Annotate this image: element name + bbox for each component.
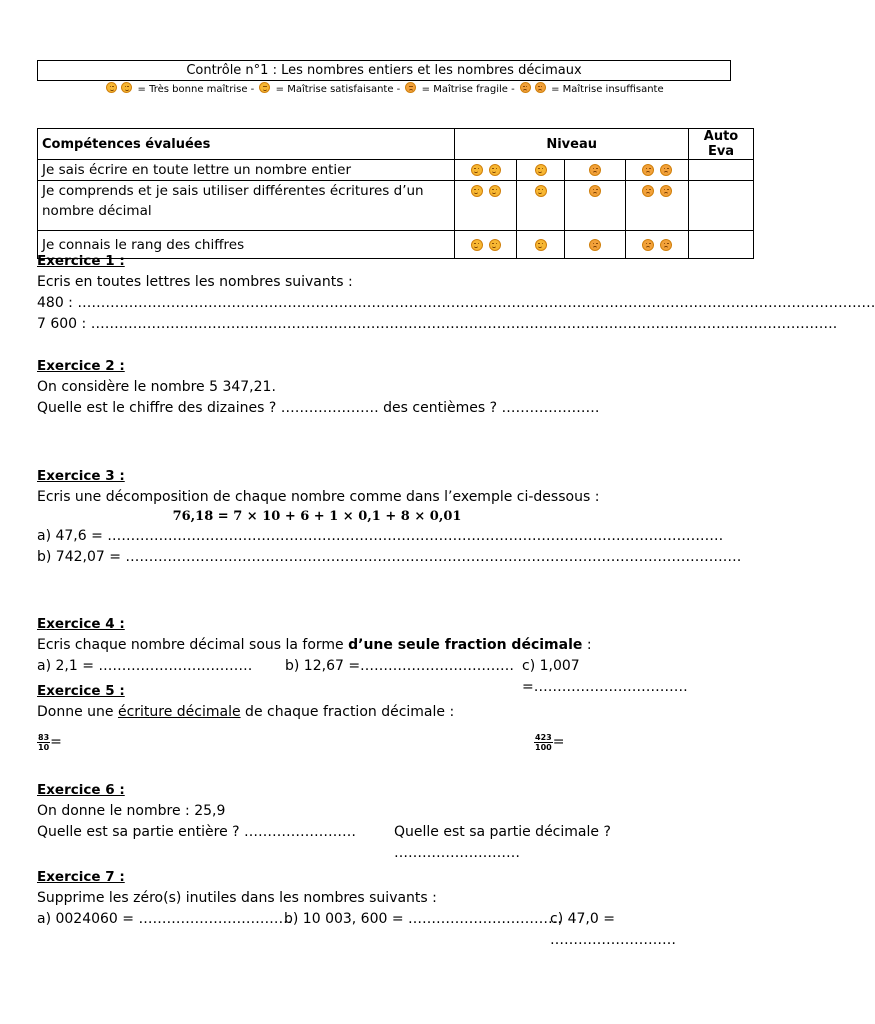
auto-eva-cell[interactable] xyxy=(689,160,754,181)
exercise-instruction: Ecris chaque nombre décimal sous la forme d’une seule fraction décimale : xyxy=(37,637,592,653)
exercise-instruction: Ecris une décomposition de chaque nombre comme dans l’exemple ci-dessous : xyxy=(37,489,600,505)
answer-c[interactable]: c) 47,0 = ……………………… xyxy=(550,911,676,948)
level-satisfying[interactable] xyxy=(517,160,565,181)
legend xyxy=(37,82,731,97)
exercise-question[interactable]: Quelle est le chiffre des dizaines ? ………………… des centièmes ? ………………… xyxy=(37,400,600,416)
sad-face-icon xyxy=(642,164,654,176)
exercise-title: Exercice 1 : xyxy=(37,253,125,269)
level-insufficient[interactable] xyxy=(626,181,689,231)
exercise-title: Exercice 2 : xyxy=(37,358,125,374)
happy-face-icon xyxy=(259,82,270,93)
sad-face-icon xyxy=(405,82,416,93)
exercise-instruction: Ecris en toutes lettres les nombres suivants : xyxy=(37,274,353,290)
sad-face-icon xyxy=(660,164,672,176)
header-competences: Compétences évaluées xyxy=(38,129,455,160)
exercise-statement: On donne le nombre : 25,9 xyxy=(37,803,226,819)
legend-very-good: = Très bonne maîtrise - xyxy=(137,84,255,95)
sad-face-icon xyxy=(589,185,601,197)
answer-b[interactable]: b) 10 003, 600 = …………………………… xyxy=(284,911,563,927)
legend-satisfying: = Maîtrise satisfaisante - xyxy=(275,84,401,95)
happy-face-icon xyxy=(489,239,501,251)
sad-face-icon xyxy=(520,82,531,93)
answer-a[interactable]: a) 0024060 = …………………………… xyxy=(37,911,293,927)
level-insufficient[interactable] xyxy=(626,160,689,181)
exercise-statement: On considère le nombre 5 347,21. xyxy=(37,379,276,395)
legend-fragile: = Maîtrise fragile - xyxy=(421,84,515,95)
competence-row-2: Je comprends et je sais utiliser différentes écritures d’un nombre décimal xyxy=(38,181,455,231)
sad-face-icon xyxy=(589,239,601,251)
exercise-3 xyxy=(37,466,742,568)
happy-face-icon xyxy=(106,82,117,93)
answer-c[interactable]: c) 1,007 =…………………………… xyxy=(522,658,688,695)
answer-line[interactable]: 7 600 : ……………………………………………………………………………………………………………………………………………. xyxy=(37,316,838,332)
exercise-5 xyxy=(37,681,737,762)
exercise-2 xyxy=(37,356,599,419)
competence-row-3: Je connais le rang des chiffres xyxy=(38,231,455,259)
answer-line[interactable]: 480 : ……………………………………………………………………………………………………………………………………………………… xyxy=(37,295,875,311)
sad-face-icon xyxy=(535,82,546,93)
happy-face-icon xyxy=(489,164,501,176)
answer-a[interactable]: a) 2,1 = …………………………… xyxy=(37,658,253,674)
happy-face-icon xyxy=(535,239,547,251)
sad-face-icon xyxy=(589,164,601,176)
happy-face-icon xyxy=(471,239,483,251)
sad-face-icon xyxy=(642,185,654,197)
auto-eva-cell[interactable] xyxy=(689,181,754,231)
happy-face-icon xyxy=(471,164,483,176)
legend-insufficient: = Maîtrise insuffisante xyxy=(551,84,664,95)
exercise-1 xyxy=(37,251,875,335)
level-fragile[interactable] xyxy=(565,160,626,181)
happy-face-icon xyxy=(489,185,501,197)
answer-b[interactable]: b) 12,67 =…………………………… xyxy=(285,658,515,674)
sad-face-icon xyxy=(642,239,654,251)
answer-line[interactable]: b) 742,07 = …………………………………………………………………………………………………………………… xyxy=(37,549,742,565)
page-title: Contrôle n°1 : Les nombres entiers et les nombres décimaux xyxy=(37,60,731,81)
level-satisfying[interactable] xyxy=(517,181,565,231)
header-auto-eva: Auto Eva xyxy=(689,129,754,160)
answer-line[interactable]: a) 47,6 = …………………………………………………………………………………………………………………… xyxy=(37,528,724,544)
level-very-good[interactable] xyxy=(455,160,517,181)
exercise-instruction: Donne une écriture décimale de chaque fraction décimale : xyxy=(37,704,455,720)
level-very-good[interactable] xyxy=(455,181,517,231)
exercise-instruction: Supprime les zéro(s) inutiles dans les nombres suivants : xyxy=(37,890,437,906)
happy-face-icon xyxy=(471,185,483,197)
competence-row-1: Je sais écrire en toute lettre un nombre entier xyxy=(38,160,455,181)
exercise-title: Exercice 7 : xyxy=(37,869,125,885)
happy-face-icon xyxy=(535,185,547,197)
header-niveau: Niveau xyxy=(455,129,689,160)
auto-eva-cell[interactable] xyxy=(689,231,754,259)
exercise-title: Exercice 6 : xyxy=(37,782,125,798)
exercise-title: Exercice 3 : xyxy=(37,468,125,484)
happy-face-icon xyxy=(121,82,132,93)
fraction-1: $\frac{83}{10}$ = xyxy=(38,733,62,752)
competences-table xyxy=(37,128,754,259)
exercise-title: Exercice 5 : xyxy=(37,683,125,699)
sad-face-icon xyxy=(660,239,672,251)
sad-face-icon xyxy=(660,185,672,197)
exercise-title: Exercice 4 : xyxy=(37,616,125,632)
question-integer-part[interactable]: Quelle est sa partie entière ? …………………… xyxy=(37,824,357,840)
question-decimal-part[interactable]: Quelle est sa partie décimale ? ……………………… xyxy=(394,824,611,861)
fraction-2: $\frac{423}{100}$ = xyxy=(535,733,565,752)
example-equation: 76,18 = 7 × 10 + 6 + 1 × 0,1 + 8 × 0,01 xyxy=(172,509,462,524)
happy-face-icon xyxy=(535,164,547,176)
exercise-7 xyxy=(37,867,737,948)
level-fragile[interactable] xyxy=(565,181,626,231)
exercise-6 xyxy=(37,780,737,861)
